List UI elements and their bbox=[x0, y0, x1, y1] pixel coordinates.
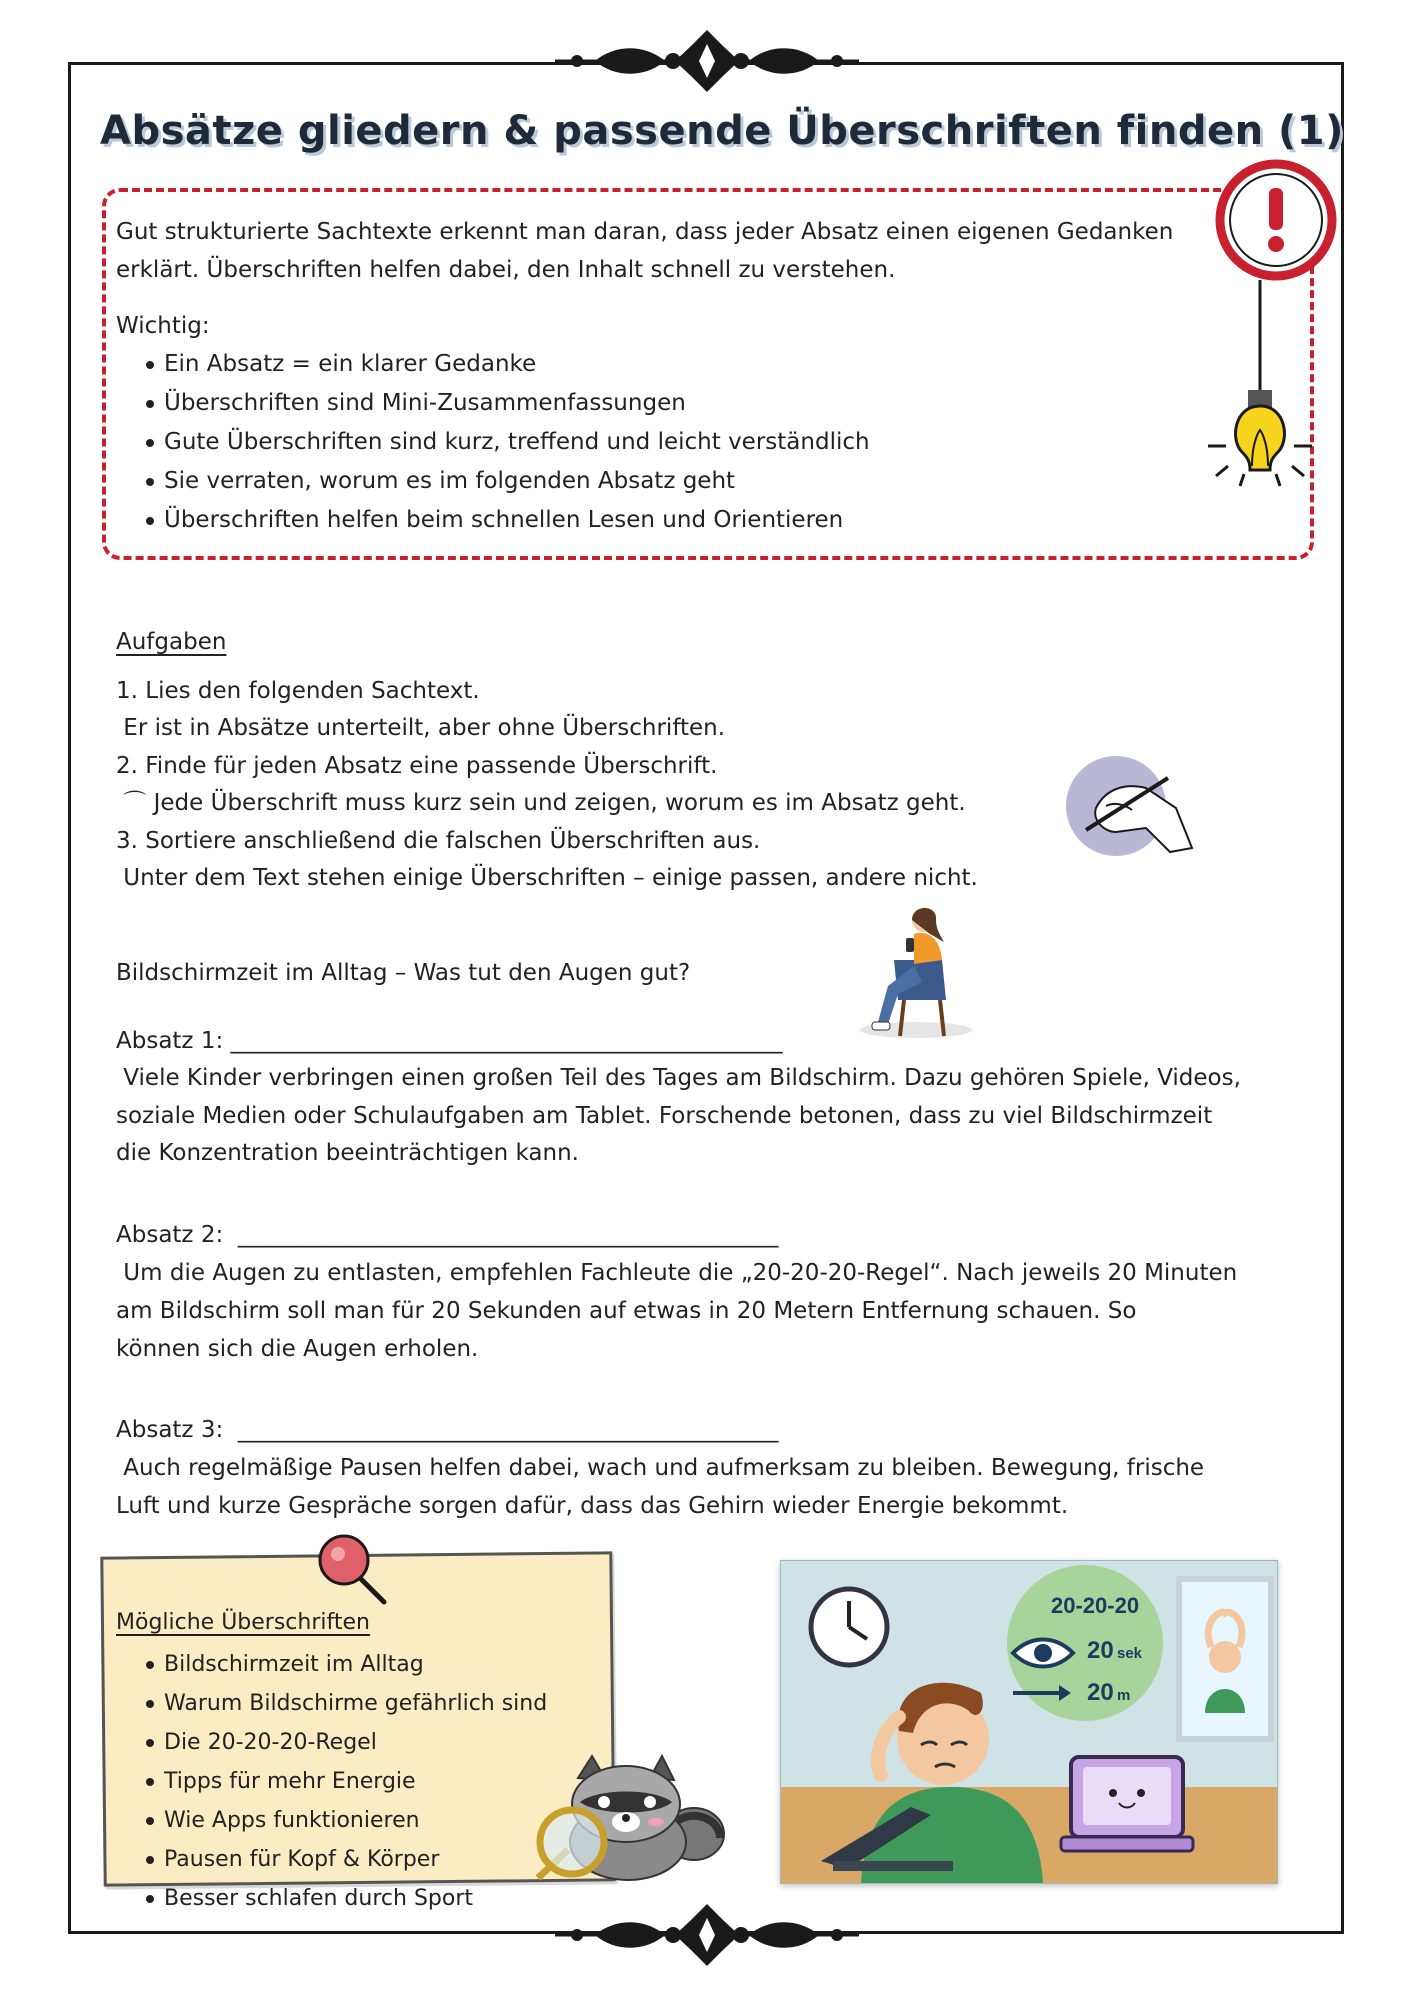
rule-seconds-unit: sek bbox=[1117, 1645, 1143, 1662]
screen-time-illustration bbox=[780, 1560, 1278, 1884]
list-item: Bildschirmzeit im Alltag bbox=[116, 1645, 547, 1684]
task-line: 3. Sortiere anschließend die falschen Überschriften aus. bbox=[116, 828, 761, 854]
ornament-top-icon bbox=[555, 26, 859, 96]
list-item: Ein Absatz = ein klarer Gedanke bbox=[116, 345, 870, 384]
paragraph-line: Luft und kurze Gespräche sorgen dafür, dass das Gehirn wieder Energie bekommt. bbox=[116, 1493, 1069, 1519]
paragraph-line: Viele Kinder verbringen einen großen Teil des Tages am Bildschirm. Dazu gehören Spiele, Videos, bbox=[116, 1065, 1241, 1091]
list-item: Wie Apps funktionieren bbox=[116, 1801, 547, 1840]
paragraph-label: Absatz 2: _______________________________________________ bbox=[116, 1222, 779, 1248]
list-item: Pausen für Kopf & Körper bbox=[116, 1840, 547, 1879]
lightbulb-icon bbox=[1200, 280, 1312, 490]
important-label: Wichtig: bbox=[116, 313, 210, 339]
options-heading: Mögliche Überschriften bbox=[116, 1610, 370, 1635]
tasks-heading: Aufgaben bbox=[116, 629, 227, 655]
pushpin-icon bbox=[314, 1530, 394, 1610]
page-title: Absätze gliedern & passende Überschriften finden (1) bbox=[100, 108, 1344, 154]
intro-line-2: erklärt. Überschriften helfen dabei, den Inhalt schnell zu verstehen. bbox=[116, 257, 896, 283]
list-item: Besser schlafen durch Sport bbox=[116, 1879, 547, 1918]
list-item: Die 20-20-20-Regel bbox=[116, 1723, 547, 1762]
task-line: Er ist in Absätze unterteilt, aber ohne Überschriften. bbox=[116, 715, 726, 741]
list-item: Überschriften helfen beim schnellen Lesen und Orientieren bbox=[116, 501, 870, 540]
task-line: ⌒ Jede Überschrift muss kurz sein und zeigen, worum es im Absatz geht. bbox=[116, 790, 966, 816]
exclamation-icon bbox=[1214, 158, 1338, 282]
task-line: 2. Finde für jeden Absatz eine passende Überschrift. bbox=[116, 753, 718, 779]
ornament-bottom-icon bbox=[555, 1900, 859, 1970]
text-title: Bildschirmzeit im Alltag – Was tut den Augen gut? bbox=[116, 960, 691, 986]
paragraph-line: am Bildschirm soll man für 20 Sekunden auf etwas in 20 Metern Entfernung schauen. So bbox=[116, 1298, 1137, 1324]
paragraph-label: Absatz 3: _______________________________________________ bbox=[116, 1417, 779, 1443]
paragraph-label: Absatz 1: ________________________________________________ bbox=[116, 1028, 783, 1054]
scene-drawing bbox=[781, 1561, 1277, 1883]
task-line: 1. Lies den folgenden Sachtext. bbox=[116, 678, 480, 704]
rule-seconds: 20 bbox=[1087, 1637, 1114, 1664]
paragraph-line: können sich die Augen erholen. bbox=[116, 1336, 479, 1362]
rule-meters: 20 bbox=[1087, 1679, 1114, 1706]
rule-title: 20-20-20 bbox=[1051, 1593, 1140, 1618]
list-item: Warum Bildschirme gefährlich sind bbox=[116, 1684, 547, 1723]
list-item: Sie verraten, worum es im folgenden Absatz geht bbox=[116, 462, 870, 501]
raccoon-magnifier-illustration bbox=[508, 1722, 728, 1882]
list-item: Gute Überschriften sind kurz, treffend und leicht verständlich bbox=[116, 423, 870, 462]
list-item: Überschriften sind Mini-Zusammenfassungen bbox=[116, 384, 870, 423]
paragraph-line: Um die Augen zu entlasten, empfehlen Fachleute die „20-20-20-Regel“. Nach jeweils 20 Minuten bbox=[116, 1260, 1238, 1286]
list-item: Tipps für mehr Energie bbox=[116, 1762, 547, 1801]
writing-hand-illustration bbox=[1066, 748, 1196, 858]
paragraph-line: die Konzentration beeinträchtigen kann. bbox=[116, 1140, 579, 1166]
task-line: Unter dem Text stehen einige Überschriften – einige passen, andere nicht. bbox=[116, 865, 978, 891]
person-on-phone-illustration bbox=[854, 890, 974, 1040]
paragraph-line: soziale Medien oder Schulaufgaben am Tablet. Forschende betonen, dass zu viel Bildschirmzeit bbox=[116, 1103, 1213, 1129]
options-list bbox=[116, 1645, 547, 1918]
paragraph-line: Auch regelmäßige Pausen helfen dabei, wach und aufmerksam zu bleiben. Bewegung, frische bbox=[116, 1455, 1205, 1481]
rule-meters-unit: m bbox=[1117, 1687, 1131, 1704]
intro-line-1: Gut strukturierte Sachtexte erkennt man daran, dass jeder Absatz einen eigenen Gedanken bbox=[116, 219, 1174, 245]
important-list bbox=[116, 345, 870, 540]
